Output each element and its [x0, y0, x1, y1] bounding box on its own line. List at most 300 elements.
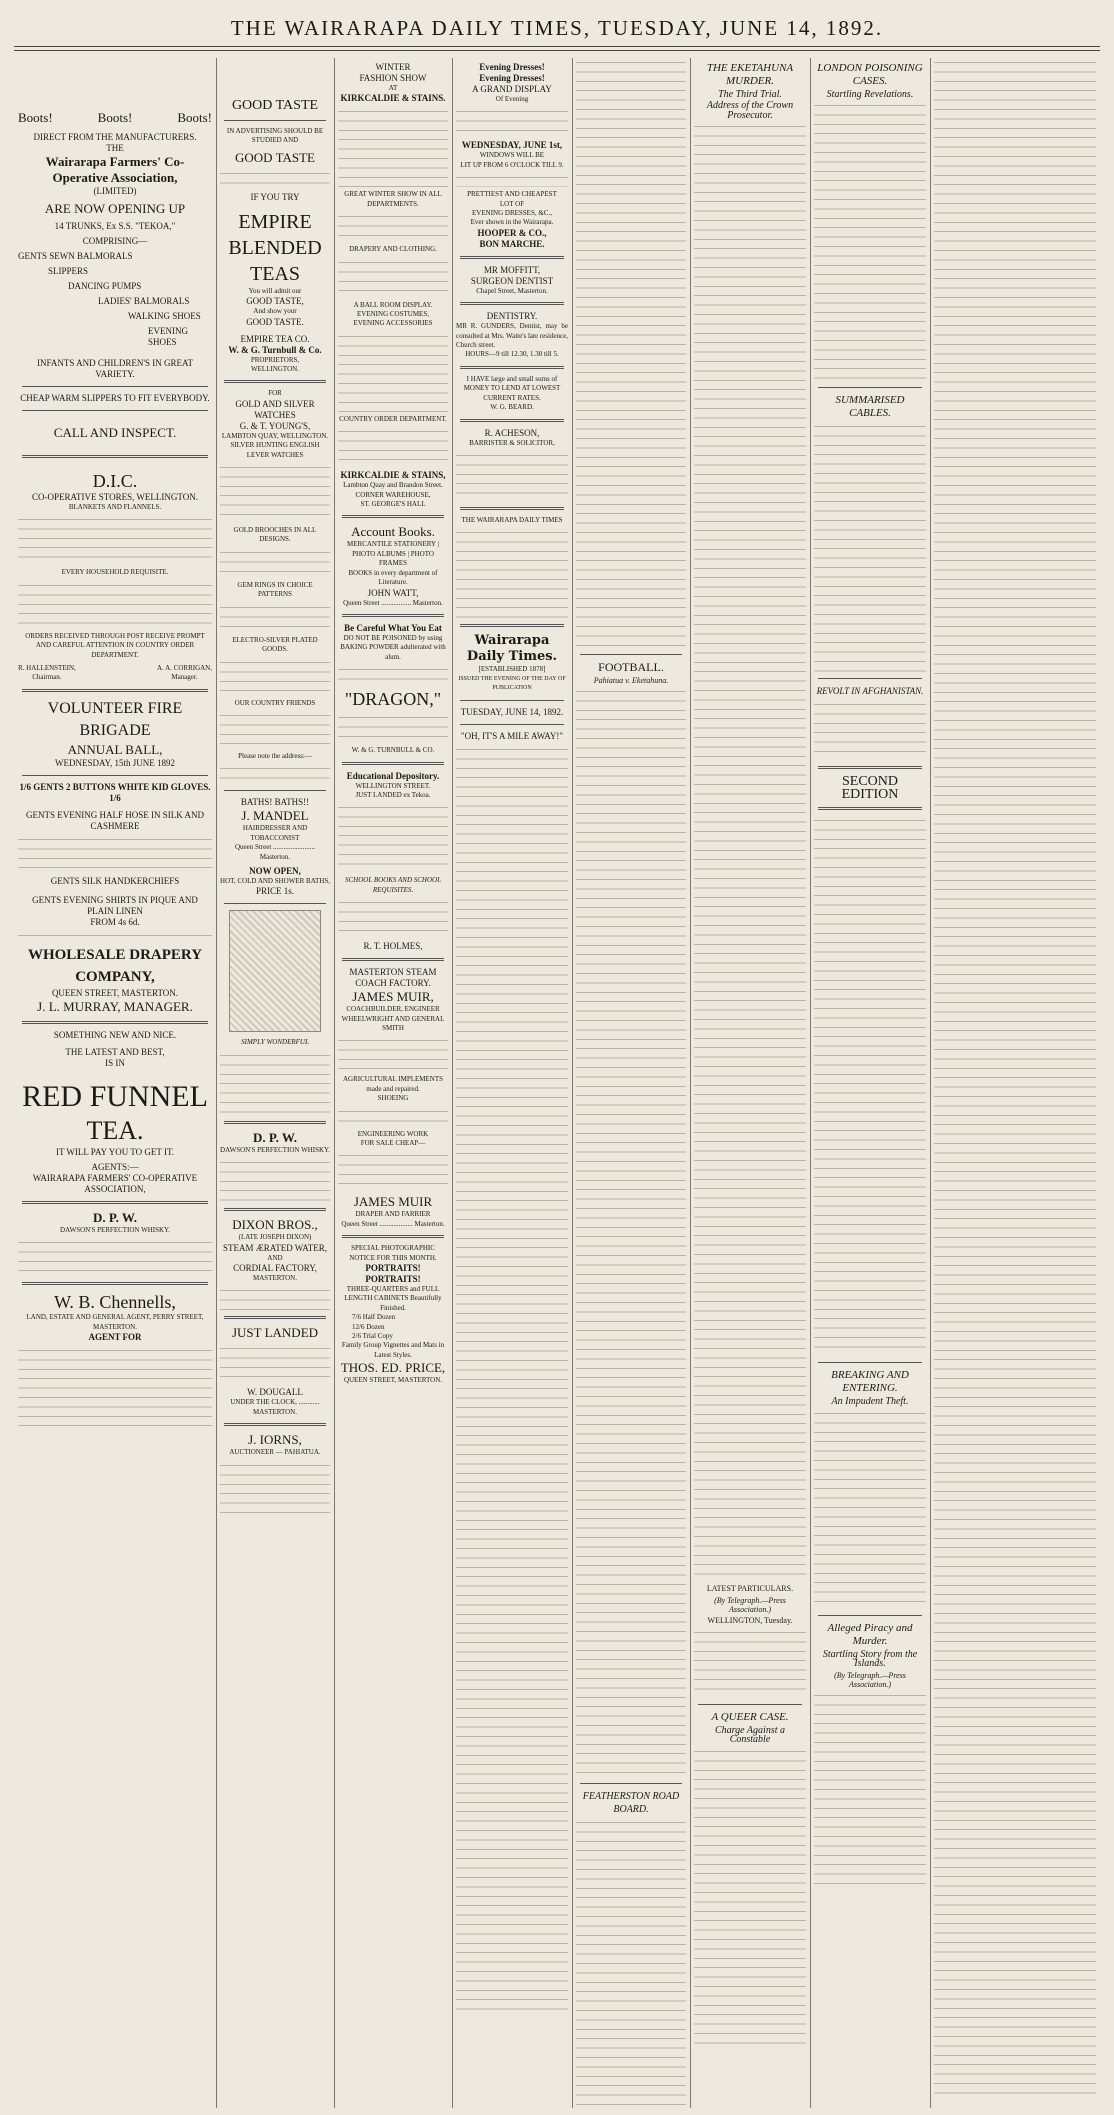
- family-group: Family Group Vignettes and Mats in Latest Styles.: [341, 1341, 445, 1359]
- is-in: IS IN: [105, 1057, 125, 1068]
- body-text: [338, 427, 448, 467]
- red-funnel-title: RED FUNNEL: [22, 1079, 208, 1113]
- article-text: [576, 58, 686, 648]
- iorns-subtitle: AUCTIONEER — PAHIATUA.: [229, 1448, 321, 1457]
- cordial-factory: CORDIAL FACTORY,: [233, 1262, 317, 1273]
- steam-aerated: STEAM ÆRATED WATER,: [222, 1242, 328, 1253]
- article-text: [694, 1628, 806, 1698]
- hose-line: GENTS EVENING HALF HOSE IN SILK AND CASHMERE: [26, 809, 204, 831]
- money-to-lend: I HAVE large and small sums of MONEY TO LEND AT LOWEST CURRENT RATES.: [463, 374, 561, 402]
- story-subheading: Startling Story from the Islands.: [822, 1648, 918, 1670]
- divider: [224, 1316, 326, 1319]
- moffitt: MR MOFFITT,: [483, 264, 541, 275]
- agricultural: AGRICULTURAL IMPLEMENTS made and repaired.: [342, 1075, 443, 1093]
- wednesday-date: WEDNESDAY, JUNE 1st,: [461, 140, 563, 151]
- divider: [22, 1021, 208, 1024]
- body-text: [220, 764, 330, 784]
- body-text: [338, 332, 448, 412]
- divider: [342, 1235, 444, 1238]
- price-name: THOS. ED. PRICE,: [340, 1360, 446, 1376]
- manager-title: Manager.: [171, 673, 198, 682]
- issue-date: TUESDAY, JUNE 14, 1892.: [460, 706, 564, 717]
- engraving-illustration: [229, 910, 321, 1032]
- household-line: EVERY HOUSEHOLD REQUISITE.: [61, 568, 169, 577]
- murder-heading: THE EKETAHUNA MURDER.: [706, 62, 794, 87]
- infants-line: INFANTS AND CHILDREN'S IN GREAT VARIETY.: [37, 358, 193, 379]
- divider: [224, 380, 326, 383]
- london-poisoning-heading: LONDON POISONING CASES.: [817, 62, 923, 87]
- body-text: [338, 803, 448, 873]
- hairdresser: HAIRDRESSER AND TOBACCONIST: [242, 824, 308, 842]
- barrister: BARRISTER & SOLICITOR,: [469, 438, 555, 447]
- trial-line: IT WILL PAY YOU TO GET IT.: [55, 1146, 175, 1157]
- special-notice: SPECIAL PHOTOGRAPHIC NOTICE FOR THIS MONTH.: [349, 1244, 437, 1262]
- body-text: [18, 1238, 212, 1276]
- divider: [224, 790, 326, 791]
- agents-name: WAIRARAPA FARMERS' CO-OPERATIVE ASSOCIATION,: [32, 1172, 198, 1194]
- murray-manager: J. L. MURRAY, MANAGER.: [37, 998, 193, 1014]
- divider: [580, 1783, 682, 1784]
- be-careful: Be Careful What You Eat: [344, 622, 442, 633]
- and-show: And show your: [253, 307, 297, 316]
- evening-dresses-etc: EVENING DRESSES, &C.,: [472, 209, 552, 218]
- lambton-quay: Lambton Quay and Brandon Street.: [343, 481, 443, 490]
- body-text: [220, 1461, 330, 1521]
- chennells-title: W. B. Chennells,: [54, 1292, 176, 1313]
- tea-title: TEA.: [86, 1115, 144, 1145]
- turnbull-name: W. & G. TURNBULL & CO.: [351, 746, 435, 755]
- divider: [22, 1201, 208, 1204]
- divider: [818, 678, 922, 679]
- body-text: [220, 658, 330, 696]
- article-text: [576, 687, 686, 1777]
- now-open: NOW OPEN,: [249, 865, 301, 876]
- column-divider: [690, 58, 691, 2108]
- boots-heading: [18, 110, 212, 126]
- queen-street: QUEEN STREET, MASTERTON.: [51, 987, 179, 998]
- column-divider: [216, 58, 217, 2108]
- corner-warehouse: CORNER WAREHOUSE,: [355, 490, 431, 499]
- body-text: [338, 1151, 448, 1191]
- james-muir: JAMES MUIR,: [352, 989, 434, 1005]
- divider: [460, 256, 564, 259]
- body-text: [220, 1051, 330, 1115]
- article-text: [814, 1409, 926, 1609]
- divider: [224, 1423, 326, 1426]
- body-text: [456, 173, 568, 187]
- gold-brooches: GOLD BROOCHES IN ALL DESIGNS.: [233, 526, 317, 544]
- football-heading: FOOTBALL.: [598, 660, 664, 674]
- divider: [580, 654, 682, 655]
- column-divider: [572, 58, 573, 2108]
- manager-name: A. A. CORRIGAN,: [156, 664, 212, 673]
- body-text: [338, 1107, 448, 1127]
- price-item: 12/6 Dozen: [352, 1322, 385, 1331]
- three-quarters: THREE-QUARTERS and FULL LENGTH CABINETS Beautifully Finished.: [344, 1285, 442, 1312]
- divider: [698, 1704, 802, 1705]
- baths-heading: BATHS! BATHS!!: [240, 797, 310, 808]
- body-text: [456, 451, 568, 501]
- just-landed: JUST LANDED ex Tekoa.: [355, 790, 431, 799]
- divider: [460, 724, 564, 725]
- simply-wonderful: SIMPLY WONDERFUL: [241, 1038, 309, 1047]
- column-divider: [810, 58, 811, 2108]
- for-sale: FOR SALE CHEAP—: [360, 1139, 426, 1147]
- watt-name: JOHN WATT,: [367, 587, 419, 598]
- watches-heading: GOLD AND SILVER WATCHES: [235, 398, 315, 420]
- hot-cold-baths: HOT, COLD AND SHOWER BATHS,: [220, 876, 330, 885]
- divider: [22, 689, 208, 692]
- shoeing: SHOEING: [377, 1094, 409, 1103]
- column-5: [576, 58, 686, 2108]
- drapery-clothing: DRAPERY AND CLOTHING.: [349, 245, 437, 254]
- telegraph-credit: (By Telegraph.—Press Association.): [714, 1595, 786, 1615]
- account-books: Account Books.: [351, 524, 435, 540]
- lot-of: LOT OF: [499, 199, 525, 208]
- portraits: PORTRAITS!: [365, 1263, 421, 1274]
- lambton-quay: LAMBTON QUAY, WELLINGTON.: [221, 431, 329, 440]
- queen-street: Queen Street ................. Masterton.: [343, 598, 443, 607]
- column-3-advertisements: [338, 58, 448, 2108]
- good-taste-heading: GOOD TASTE: [231, 98, 319, 113]
- engineering-work: ENGINEERING WORK: [357, 1129, 429, 1138]
- chairman-name: R. HALLENSTEIN,: [18, 664, 76, 673]
- portraits: PORTRAITS!: [365, 1274, 421, 1285]
- kirkcaldie-title: KIRKCALDIE & STAINS,: [340, 470, 446, 481]
- queen-street: Queen Street ........................ Masterton.: [234, 843, 316, 861]
- column-4: [456, 58, 568, 2108]
- column-8: [934, 58, 1096, 2108]
- summarised-cables-heading: SUMMARISED CABLES.: [835, 394, 905, 420]
- body-text: [338, 665, 448, 685]
- product-item: EVENING SHOES: [148, 326, 188, 347]
- wellington: WELLINGTON.: [251, 365, 299, 374]
- divider: [342, 762, 444, 765]
- grand-display: A GRAND DISPLAY: [472, 84, 552, 94]
- divider: [818, 1362, 922, 1363]
- educational-depository: Educational Depository.: [346, 770, 440, 781]
- body-text: [338, 212, 448, 242]
- opening-line: ARE NOW OPENING UP: [44, 201, 186, 216]
- divider: [460, 507, 564, 510]
- body-text: [220, 711, 330, 749]
- ball-date: WEDNESDAY, 15th JUNE 1892: [54, 757, 175, 768]
- breaking-entering-heading: BREAKING AND ENTERING.: [831, 1369, 909, 1395]
- comprising-line: COMPRISING—: [82, 236, 148, 246]
- young-name: G. & T. YOUNG'S,: [239, 420, 311, 431]
- chairman-title: Chairman.: [32, 673, 62, 682]
- divider: [818, 1615, 922, 1616]
- divider: [22, 410, 208, 411]
- column-2-advertisements: [220, 58, 330, 2108]
- boots-word: Boots!: [97, 110, 133, 125]
- trunks-line: 14 TRUNKS, Ex S.S. "TEKOA,": [54, 221, 176, 231]
- empire-tea-co: EMPIRE TEA CO.: [240, 333, 310, 344]
- shirts-line: GENTS EVENING SHIRTS IN PIQUE AND PLAIN LINEN: [32, 894, 198, 916]
- call-inspect: CALL AND INSPECT.: [53, 425, 177, 440]
- divider: [818, 807, 922, 810]
- body-text: [18, 931, 212, 941]
- books-line: BOOKS in every department of Literature.: [348, 568, 438, 587]
- body-text: [338, 713, 448, 743]
- established: [ESTABLISHED 1878]: [478, 665, 546, 674]
- divider: [224, 120, 326, 121]
- boots-word: Boots!: [177, 110, 212, 125]
- latest-particulars: LATEST PARTICULARS.: [706, 1584, 794, 1594]
- fire-brigade-title: VOLUNTEER FIRE BRIGADE: [47, 699, 183, 739]
- dragon-title: "DRAGON,": [344, 689, 442, 710]
- football-subheading: Pahiatua v. Eketahuna.: [593, 676, 669, 685]
- divider: [460, 624, 564, 627]
- dpw-subtitle: DAWSON'S PERFECTION WHISKY.: [220, 1145, 330, 1154]
- divider: [342, 614, 444, 617]
- silver-hunting: SILVER HUNTING ENGLISH LEVER WATCHES: [230, 441, 320, 459]
- teas-title: TEAS: [250, 262, 300, 285]
- if-you-try: IF YOU TRY: [250, 191, 300, 202]
- good-taste-heading: GOOD TASTE.: [246, 316, 304, 327]
- murder-subheading-2: Address of the Crown Prosecutor.: [706, 100, 794, 121]
- article-text: [814, 700, 926, 760]
- winter-heading: WINTER: [375, 62, 411, 72]
- charge-subheading: Charge Against a Constable: [714, 1724, 785, 1746]
- divider: [22, 775, 208, 776]
- body-text: [18, 835, 212, 873]
- body-text: [456, 528, 568, 618]
- body-text: [18, 515, 212, 565]
- evening-dresses: Evening Dresses!: [479, 73, 545, 83]
- blended-title: BLENDED: [228, 236, 322, 259]
- price-list: [352, 1313, 448, 1341]
- note-address: Please note the address:—: [238, 751, 312, 760]
- latest-best: THE LATEST AND BEST,: [65, 1046, 165, 1057]
- divider: [460, 366, 564, 369]
- ever-shown: Ever shown in the Wairarapa.: [470, 218, 554, 227]
- mercantile-stationery: MERCANTILE STATIONERY | PHOTO ALBUMS | PHOTO FRAMES: [347, 540, 439, 568]
- agent-for: AGENT FOR: [88, 1332, 142, 1343]
- product-item: DANCING PUMPS: [68, 281, 142, 291]
- murder-subheading: The Third Trial.: [718, 89, 782, 100]
- holmes-name: R. T. HOLMES,: [363, 941, 423, 952]
- price-item: 7/6 Half Dozen: [352, 1313, 396, 1322]
- body-text: [220, 463, 330, 523]
- product-item: WALKING SHOES: [128, 311, 201, 321]
- something-new: SOMETHING NEW AND NICE.: [53, 1029, 177, 1040]
- evening-dresses: Evening Dresses!: [479, 62, 545, 72]
- lit-up: LIT UP FROM 6 O'CLOCK TILL 9.: [460, 160, 564, 169]
- body-text: [338, 258, 448, 298]
- body-text: [338, 1036, 448, 1072]
- country-order-dept: COUNTRY ORDER DEPARTMENT.: [339, 414, 447, 423]
- windows-will-be: WINDOWS WILL BE: [479, 151, 545, 160]
- divider: [224, 1121, 326, 1124]
- article-text: [814, 101, 926, 381]
- electro-silver: ELECTRO-SILVER PLATED GOODS.: [232, 635, 318, 654]
- divider: [818, 387, 922, 388]
- body-text: [18, 1346, 212, 1426]
- price-item: 2/6 Trial Copy: [352, 1332, 393, 1341]
- dic-title: D.I.C.: [92, 471, 138, 491]
- body-text: [220, 1344, 330, 1384]
- orders-line: ORDERS RECEIVED THROUGH POST RECEIVE PROMPT AND CAREFUL ATTENTION IN COUNTRY ORDER DEPARTMENT.: [25, 631, 205, 659]
- divider: [224, 903, 326, 904]
- article-text: [694, 122, 806, 1582]
- column-1-advertisements: [18, 58, 212, 2108]
- gloves-line: 1/6 GENTS 2 BUTTONS WHITE KID GLOVES. 1/6: [19, 781, 211, 803]
- leader-title: "OH, IT'S A MILE AWAY!": [460, 730, 564, 741]
- signatures: [18, 664, 212, 683]
- turnbull-name: W. & G. Turnbull & Co.: [228, 344, 322, 355]
- the-line: THE: [106, 143, 124, 153]
- divider: [342, 958, 444, 961]
- you-will-admit: You will admit our: [248, 286, 302, 295]
- dougall-name: W. DOUGALL: [247, 1387, 303, 1398]
- under-clock: UNDER THE CLOCK, ............ MASTERTON.: [230, 1398, 320, 1416]
- good-taste-heading: GOOD TASTE: [235, 149, 315, 165]
- from-price: FROM 4s 6d.: [90, 916, 140, 927]
- article-text: [814, 816, 926, 1356]
- telegraph-credit: (By Telegraph.—Press Association.): [834, 1670, 906, 1690]
- iorns-name: J. IORNS,: [248, 1432, 302, 1448]
- second-edition-heading: SECOND EDITION: [841, 774, 899, 803]
- newspaper-nameplate: Wairarapa Daily Times.: [466, 633, 558, 665]
- divider: [342, 515, 444, 518]
- piracy-heading: Alleged Piracy and Murder.: [827, 1621, 913, 1647]
- prettiest-cheapest: PRETTIEST AND CHEAPEST: [467, 190, 557, 199]
- masthead-rule-2: [14, 50, 1100, 51]
- masthead-rule: [14, 46, 1100, 47]
- bath-price: PRICE 1s.: [255, 886, 294, 897]
- slippers-line: CHEAP WARM SLIPPERS TO FIT EVERYBODY.: [20, 393, 210, 403]
- divider: [460, 700, 564, 701]
- article-text: [814, 422, 926, 672]
- dpw-subtitle: DAWSON'S PERFECTION WHISKY.: [60, 1225, 170, 1234]
- street-line: WELLINGTON STREET.: [355, 781, 431, 790]
- masthead: THE WAIRARAPA DAILY TIMES, TUESDAY, JUNE 14, 1892.: [230, 16, 884, 40]
- dixon-title: DIXON BROS.,: [232, 1217, 318, 1233]
- st-georges-hall: ST. GEORGE'S HALL: [360, 500, 426, 509]
- body-text: [18, 581, 212, 629]
- james-muir: JAMES MUIR: [353, 1194, 433, 1210]
- dentistry: DENTISTRY.: [486, 311, 538, 322]
- farmers-association-title: Wairarapa Farmers' Co-Operative Association,: [45, 154, 185, 185]
- divider: [22, 386, 208, 387]
- of-evening: Of Evening: [495, 95, 529, 103]
- featherston-heading: FEATHERSTON ROAD BOARD.: [582, 1791, 680, 1816]
- draper-farrier: DRAPER AND FARRIER: [355, 1210, 431, 1219]
- divider: [460, 302, 564, 305]
- body-text: [220, 1286, 330, 1310]
- empire-title: EMPIRE: [238, 210, 312, 233]
- blankets-line: BLANKETS AND FLANNELS.: [68, 503, 162, 511]
- body-text: [338, 107, 448, 187]
- at-word: AT: [388, 84, 398, 92]
- wholesale-drapery-title: WHOLESALE DRAPERY COMPANY,: [27, 946, 203, 985]
- dateline: WELLINGTON, Tuesday.: [707, 1616, 793, 1626]
- country-friends: OUR COUNTRY FRIENDS: [234, 698, 316, 707]
- chennells-subtitle: LAND, ESTATE AND GENERAL AGENT, PERRY STREET, MASTERTON.: [26, 1313, 204, 1331]
- body-text: [220, 603, 330, 633]
- mandel-name: J. MANDEL: [241, 808, 309, 824]
- annual-ball: ANNUAL BALL,: [67, 741, 163, 757]
- kirkcaldie-title: KIRKCALDIE & STAINS.: [340, 93, 446, 104]
- divider: [460, 419, 564, 422]
- for-line: FOR: [268, 389, 282, 398]
- article-text: [576, 1818, 686, 2108]
- body-text: [220, 1158, 330, 1202]
- divider: [22, 1282, 208, 1285]
- direct-line: DIRECT FROM THE MANUFACTURERS.: [33, 132, 197, 142]
- column-7: [814, 58, 926, 2108]
- article-text: [814, 1691, 926, 1891]
- issued-line: ISSUED THE EVENING OF THE DAY OF PUBLICATION: [458, 675, 566, 692]
- handkerchiefs-line: GENTS SILK HANDKERCHIEFS: [50, 875, 180, 886]
- queen-street: QUEEN STREET, MASTERTON.: [343, 1376, 443, 1385]
- fashion-show: FASHION SHOW: [359, 73, 427, 83]
- great-winter-show: GREAT WINTER SHOW IN ALL DEPARTMENTS.: [344, 190, 442, 208]
- limited-line: (LIMITED): [93, 186, 137, 196]
- bon-marche: BON MARCHE.: [479, 238, 545, 249]
- divider: [22, 455, 208, 458]
- queer-case-heading: A QUEER CASE.: [711, 1710, 789, 1723]
- divider: [818, 766, 922, 769]
- gunders: MR R. GUNDERS, Dentist, may be consulted at Mrs. Waite's late residence, Church street.: [456, 322, 568, 350]
- column-divider: [452, 58, 453, 2108]
- dpw-title: D. P. W.: [93, 1209, 137, 1225]
- school-books: SCHOOL BOOKS AND SCHOOL REQUISITES.: [344, 876, 441, 894]
- body-text: [220, 169, 330, 189]
- evening-accessories: EVENING ACCESSORIES: [353, 319, 433, 328]
- divider: [224, 1208, 326, 1211]
- article-text: [694, 1747, 806, 2047]
- product-item: SLIPPERS: [48, 266, 89, 276]
- startling-subheading: Startling Revelations.: [826, 89, 914, 100]
- surgeon-dentist: SURGEON DENTIST: [470, 275, 554, 286]
- column-6: [694, 58, 806, 2108]
- product-item: LADIES' BALMORALS: [98, 296, 190, 306]
- queen-street: Queen Street ................... Masterton.: [341, 1219, 445, 1228]
- dic-subtitle: CO-OPERATIVE STORES, WELLINGTON.: [32, 492, 198, 502]
- hours: HOURS—9 till 12.30, 1.30 till 5.: [465, 350, 559, 359]
- column-divider: [930, 58, 931, 2108]
- in-advertising: IN ADVERTISING SHOULD BE STUDIED AND: [226, 127, 324, 145]
- just-landed: JUST LANDED: [231, 1325, 319, 1341]
- good-taste-heading: GOOD TASTE,: [246, 296, 304, 307]
- body-text: [338, 898, 448, 938]
- revolt-heading: REVOLT IN AFGHANISTAN.: [816, 686, 924, 697]
- editorial-text: [456, 745, 568, 2015]
- product-item: GENTS SEWN BALMORALS: [18, 251, 133, 261]
- proprietors: PROPRIETORS,: [250, 355, 300, 364]
- article-text: [934, 58, 1096, 2098]
- coachbuilder: COACHBUILDER, ENGINEER WHEELWRIGHT AND GENERAL SMITH: [341, 1005, 445, 1032]
- chapel-street: Chapel Street, Masterton.: [476, 286, 548, 295]
- boots-word: Boots!: [18, 110, 53, 125]
- impudent-theft: An Impudent Theft.: [831, 1396, 909, 1408]
- body-text: [456, 107, 568, 137]
- not-poisoned: DO NOT BE POISONED by using BAKING POWDER adulterated with alum.: [340, 633, 446, 661]
- beard: W. G. BEARD.: [490, 403, 534, 412]
- daily-times-notice: THE WAIRARAPA DAILY TIMES: [461, 515, 563, 524]
- agents-label: AGENTS:—: [91, 1161, 139, 1172]
- gem-rings: GEM RINGS IN CHOICE PATTERNS: [237, 580, 313, 599]
- acheson: R. ACHESON,: [484, 427, 540, 438]
- masterton: MASTERTON.: [253, 1273, 297, 1282]
- column-divider: [334, 58, 335, 2108]
- dpw-title: D. P. W.: [253, 1129, 297, 1145]
- steam-coach-factory: MASTERTON STEAM COACH FACTORY.: [349, 967, 437, 989]
- body-text: [220, 548, 330, 578]
- and-word: AND: [267, 1253, 283, 1262]
